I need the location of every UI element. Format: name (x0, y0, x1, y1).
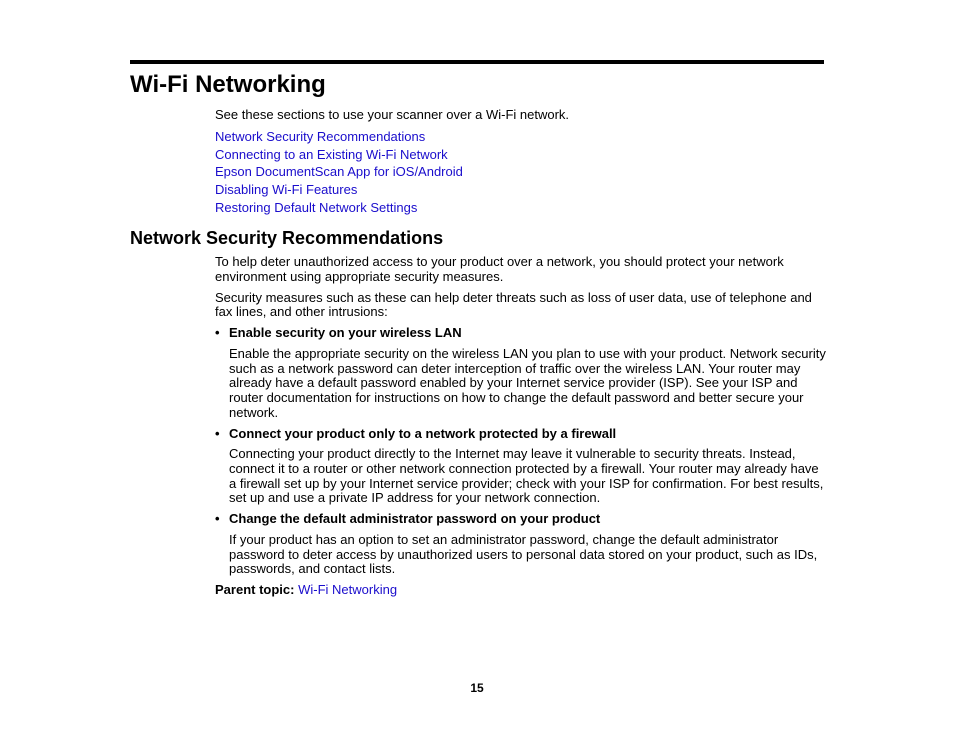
bullet-item (215, 326, 827, 341)
parent-topic (215, 583, 827, 598)
link-documentscan-app[interactable]: Epson DocumentScan App for iOS/Android (215, 164, 463, 180)
link-disabling-wifi[interactable]: Disabling Wi-Fi Features (215, 182, 358, 198)
bullet-title: Enable security on your wireless LAN (229, 325, 462, 341)
toc-item (215, 199, 463, 217)
section-links-list (215, 128, 463, 217)
bullet-title: Change the default administrator password on your product (229, 511, 601, 527)
bullet-marker: • (215, 425, 220, 441)
parent-topic-label: Parent topic: (215, 582, 295, 598)
toc-item (215, 128, 463, 146)
link-network-security-recommendations[interactable]: Network Security Recommendations (215, 129, 426, 144)
section-body (215, 255, 827, 604)
bullet-text: If your product has an option to set an administrator password, change the default administrator password to deter access by unauthorized users to personal data stored on your product, such as IDs, passwords, and contact lists. (229, 532, 818, 577)
bullet-item (215, 427, 827, 442)
paragraph-intro: To help deter unauthorized access to your product over a network, you should protect your network environment using appropriate security measures. (215, 254, 784, 284)
bullet-marker: • (215, 325, 220, 341)
paragraph-measures: Security measures such as these can help deter threats such as loss of user data, use of telephone and fax lines, and other intrusions: (215, 289, 812, 320)
toc-item (215, 181, 463, 199)
link-restoring-defaults[interactable]: Restoring Default Network Settings (215, 199, 418, 215)
bullet-title: Connect your product only to a network protected by a firewall (229, 425, 617, 441)
title-rule (130, 60, 824, 64)
toc-item (215, 146, 463, 164)
toc-item (215, 163, 463, 181)
bullet-text: Enable the appropriate security on the wireless LAN you plan to use with your product. Network security such as a network password can deter interception of traffic over the wireless LAN. Your router may already have a default password enabled by your Internet service provider (ISP). See your ISP and router documentation for instructions on how to change the default password and better secure your network. (229, 346, 826, 420)
page-number: 15 (470, 681, 484, 695)
link-connecting-existing-wifi[interactable]: Connecting to an Existing Wi-Fi Network (215, 146, 448, 162)
bullet-text: Connecting your product directly to the Internet may leave it vulnerable to security threats. Instead, connect it to a router or other network connection protected by a firewall. Your router may already have a firewall set up by your Internet service provider; check with your ISP for confirmation. For best results, set up and use a private IP address for your network connection. (229, 446, 824, 506)
intro-text: See these sections to use your scanner over a Wi-Fi network. (215, 107, 570, 122)
bullet-item (215, 512, 827, 527)
bullet-marker: • (215, 511, 220, 527)
parent-topic-link[interactable]: Wi-Fi Networking (298, 582, 398, 598)
section-heading: Network Security Recommendations (130, 228, 444, 248)
page-title: Wi-Fi Networking (130, 71, 326, 98)
